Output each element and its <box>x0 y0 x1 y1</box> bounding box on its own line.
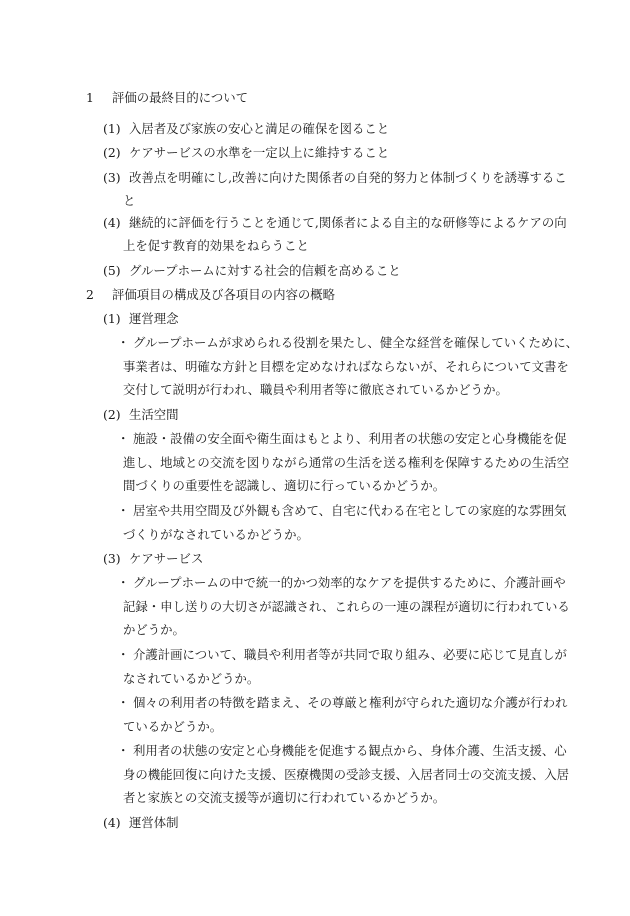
bullet-text: 居室や共用空間及び外観も含めて、自宅に代わる在宅としての家庭的な雰囲気 <box>133 503 567 518</box>
bullet-mark: ・ <box>117 743 130 758</box>
section-heading-2: 2 評価項目の構成及び各項目の内容の概略 <box>86 287 336 302</box>
bullet-text: グループホームの中で統一的かつ効率的なケアを提供するために、介護計画や <box>133 575 566 590</box>
bullet-text: 間づくりの重要性を認識し、適切に行っているかどうか。 <box>123 478 446 493</box>
bullet-mark: ・ <box>117 503 130 518</box>
bullet-text: かどうか。 <box>123 622 185 637</box>
bullet-mark: ・ <box>117 575 130 590</box>
bullet-mark: ・ <box>117 335 130 350</box>
purpose-item-3-cont: と <box>123 193 136 208</box>
bullet-text: づくりがなされているかどうか。 <box>123 527 309 542</box>
purpose-item-1: (1) 入居者及び家族の安心と満足の確保を図ること <box>103 121 390 136</box>
bullet-text: 身の機能回復に向けた支援、医療機関の受診支援、入居者同士の交流支援、入居 <box>123 767 570 782</box>
purpose-item-4-cont: 上を促す教育的効果をねらうこと <box>123 238 309 253</box>
bullet-text: 記録・申し送りの大切さが認識され、これらの一連の課程が適切に行われている <box>123 599 570 614</box>
section-heading-1: 1 評価の最終目的について <box>86 90 249 105</box>
bullet-text: 者と家族との交流支援等が適切に行われているかどうか。 <box>123 790 446 805</box>
bullet-text: 利用者の状態の安定と心身機能を促進する観点から、身体介護、生活支援、心 <box>133 743 567 758</box>
purpose-item-2: (2) ケアサービスの水準を一定以上に維持すること <box>103 145 390 160</box>
purpose-item-3: (3) 改善点を明確にし,改善に向けた関係者の自発的努力と体制づくりを誘導するこ <box>103 170 567 185</box>
purpose-item-5: (5) グループホームに対する社会的信頼を高めること <box>103 263 401 278</box>
bullet-text: 介護計画について、職員や利用者等が共同で取り組み、必要に応じて見直しが <box>133 647 567 662</box>
item-heading-2: (2) 生活空間 <box>103 407 179 422</box>
bullet-text: 事業者は、明確な方針と目標を定めなければならないが、それらについて文書を <box>123 359 569 374</box>
bullet-mark: ・ <box>117 695 130 710</box>
purpose-item-4: (4) 継続的に評価を行うことを通じて,関係者による自主的な研修等によるケアの向 <box>103 215 567 230</box>
bullet-text: ているかどうか。 <box>123 719 223 734</box>
bullet-text: なされているかどうか。 <box>123 671 260 686</box>
bullet-text: 進し、地域との交流を図りながら通常の生活を送る権利を保障するための生活空 <box>123 455 570 470</box>
bullet-text: 交付して説明が行われ、職員や利用者等に徹底されているかどうか。 <box>123 382 508 397</box>
bullet-text: グループホームが求められる役割を果たし、健全な経営を確保していくために、 <box>133 335 579 350</box>
bullet-mark: ・ <box>117 431 130 446</box>
item-heading-4: (4) 運営体制 <box>103 815 179 830</box>
bullet-text: 施設・設備の安全面や衛生面はもとより、利用者の状態の安定と心身機能を促 <box>133 431 567 446</box>
bullet-mark: ・ <box>117 647 130 662</box>
item-heading-3: (3) ケアサービス <box>103 551 204 566</box>
bullet-text: 個々の利用者の特徴を踏まえ、その尊厳と権利が守られた適切な介護が行われ <box>133 695 568 710</box>
item-heading-1: (1) 運営理念 <box>103 311 179 326</box>
